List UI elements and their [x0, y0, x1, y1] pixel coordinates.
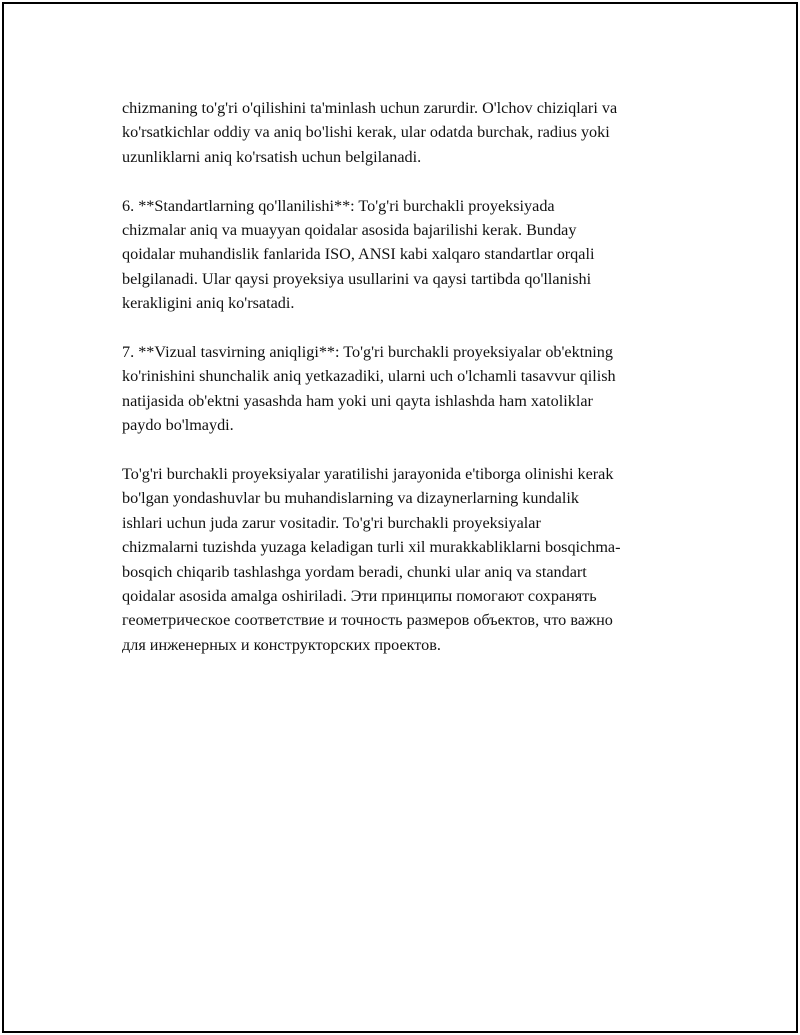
text-line: chizmalarni tuzishda yuzaga keladigan turli xil murakkabliklarni bosqichma- [122, 538, 621, 557]
text-line: belgilanadi. Ular qaysi proyeksiya usullarini va qaysi tartibda qo'llanishi [122, 269, 592, 288]
paragraph-standards [122, 194, 702, 316]
text-line: To'g'ri burchakli proyeksiyalar yaratilishi jarayonida e'tiborga olinishi kerak [122, 465, 614, 484]
text-line: ko'rinishini shunchalik aniq yetkazadiki, ularni uch o'lchamli tasavvur qilish [122, 367, 616, 386]
page-frame [2, 2, 798, 1033]
paragraph-conclusion [122, 462, 702, 657]
text-line: chizmalar aniq va muayyan qoidalar asosida bajarilishi kerak. Bunday [122, 221, 577, 240]
text-line: bosqich chiqarib tashlashga yordam beradi, chunki ular aniq va standart [122, 562, 587, 581]
text-line: kerakligini aniq ko'rsatadi. [122, 294, 295, 313]
text-line: 6. **Standartlarning qo'llanilishi**: To'g'ri burchakli proyeksiyada [122, 196, 555, 215]
text-line: uzunliklarni aniq ko'rsatish uchun belgilanadi. [122, 147, 422, 166]
text-line: для инженерных и конструкторских проектов. [122, 635, 441, 654]
text-line: natijasida ob'ektni yasashda ham yoki uni qayta ishlashda ham xatoliklar [122, 391, 593, 410]
text-line: ishlari uchun juda zarur vositadir. To'g'ri burchakli proyeksiyalar [122, 513, 541, 532]
text-line: chizmaning to'g'ri o'qilishini ta'minlash uchun zarurdir. O'lchov chiziqlari va [122, 99, 618, 117]
document-body [122, 96, 702, 682]
text-line: qoidalar asosida amalga oshiriladi. Эти принципы помогают сохранять [122, 587, 597, 606]
paragraph-visual-accuracy [122, 340, 702, 438]
text-line: qoidalar muhandislik fanlarida ISO, ANSI kabi xalqaro standartlar orqali [122, 245, 595, 264]
text-line: ko'rsatkichlar oddiy va aniq bo'lishi kerak, ular odatda burchak, radius yoki [122, 123, 610, 142]
paragraph-dimension-lines [122, 96, 702, 169]
text-line: геометрическое соответствие и точность размеров объектов, что важно [122, 611, 613, 630]
text-line: 7. **Vizual tasvirning aniqligi**: To'g'ri burchakli proyeksiyalar ob'ektning [122, 343, 613, 362]
text-line: bo'lgan yondashuvlar bu muhandislarning va dizaynerlarning kundalik [122, 489, 579, 508]
text-line: paydo bo'lmaydi. [122, 416, 234, 435]
